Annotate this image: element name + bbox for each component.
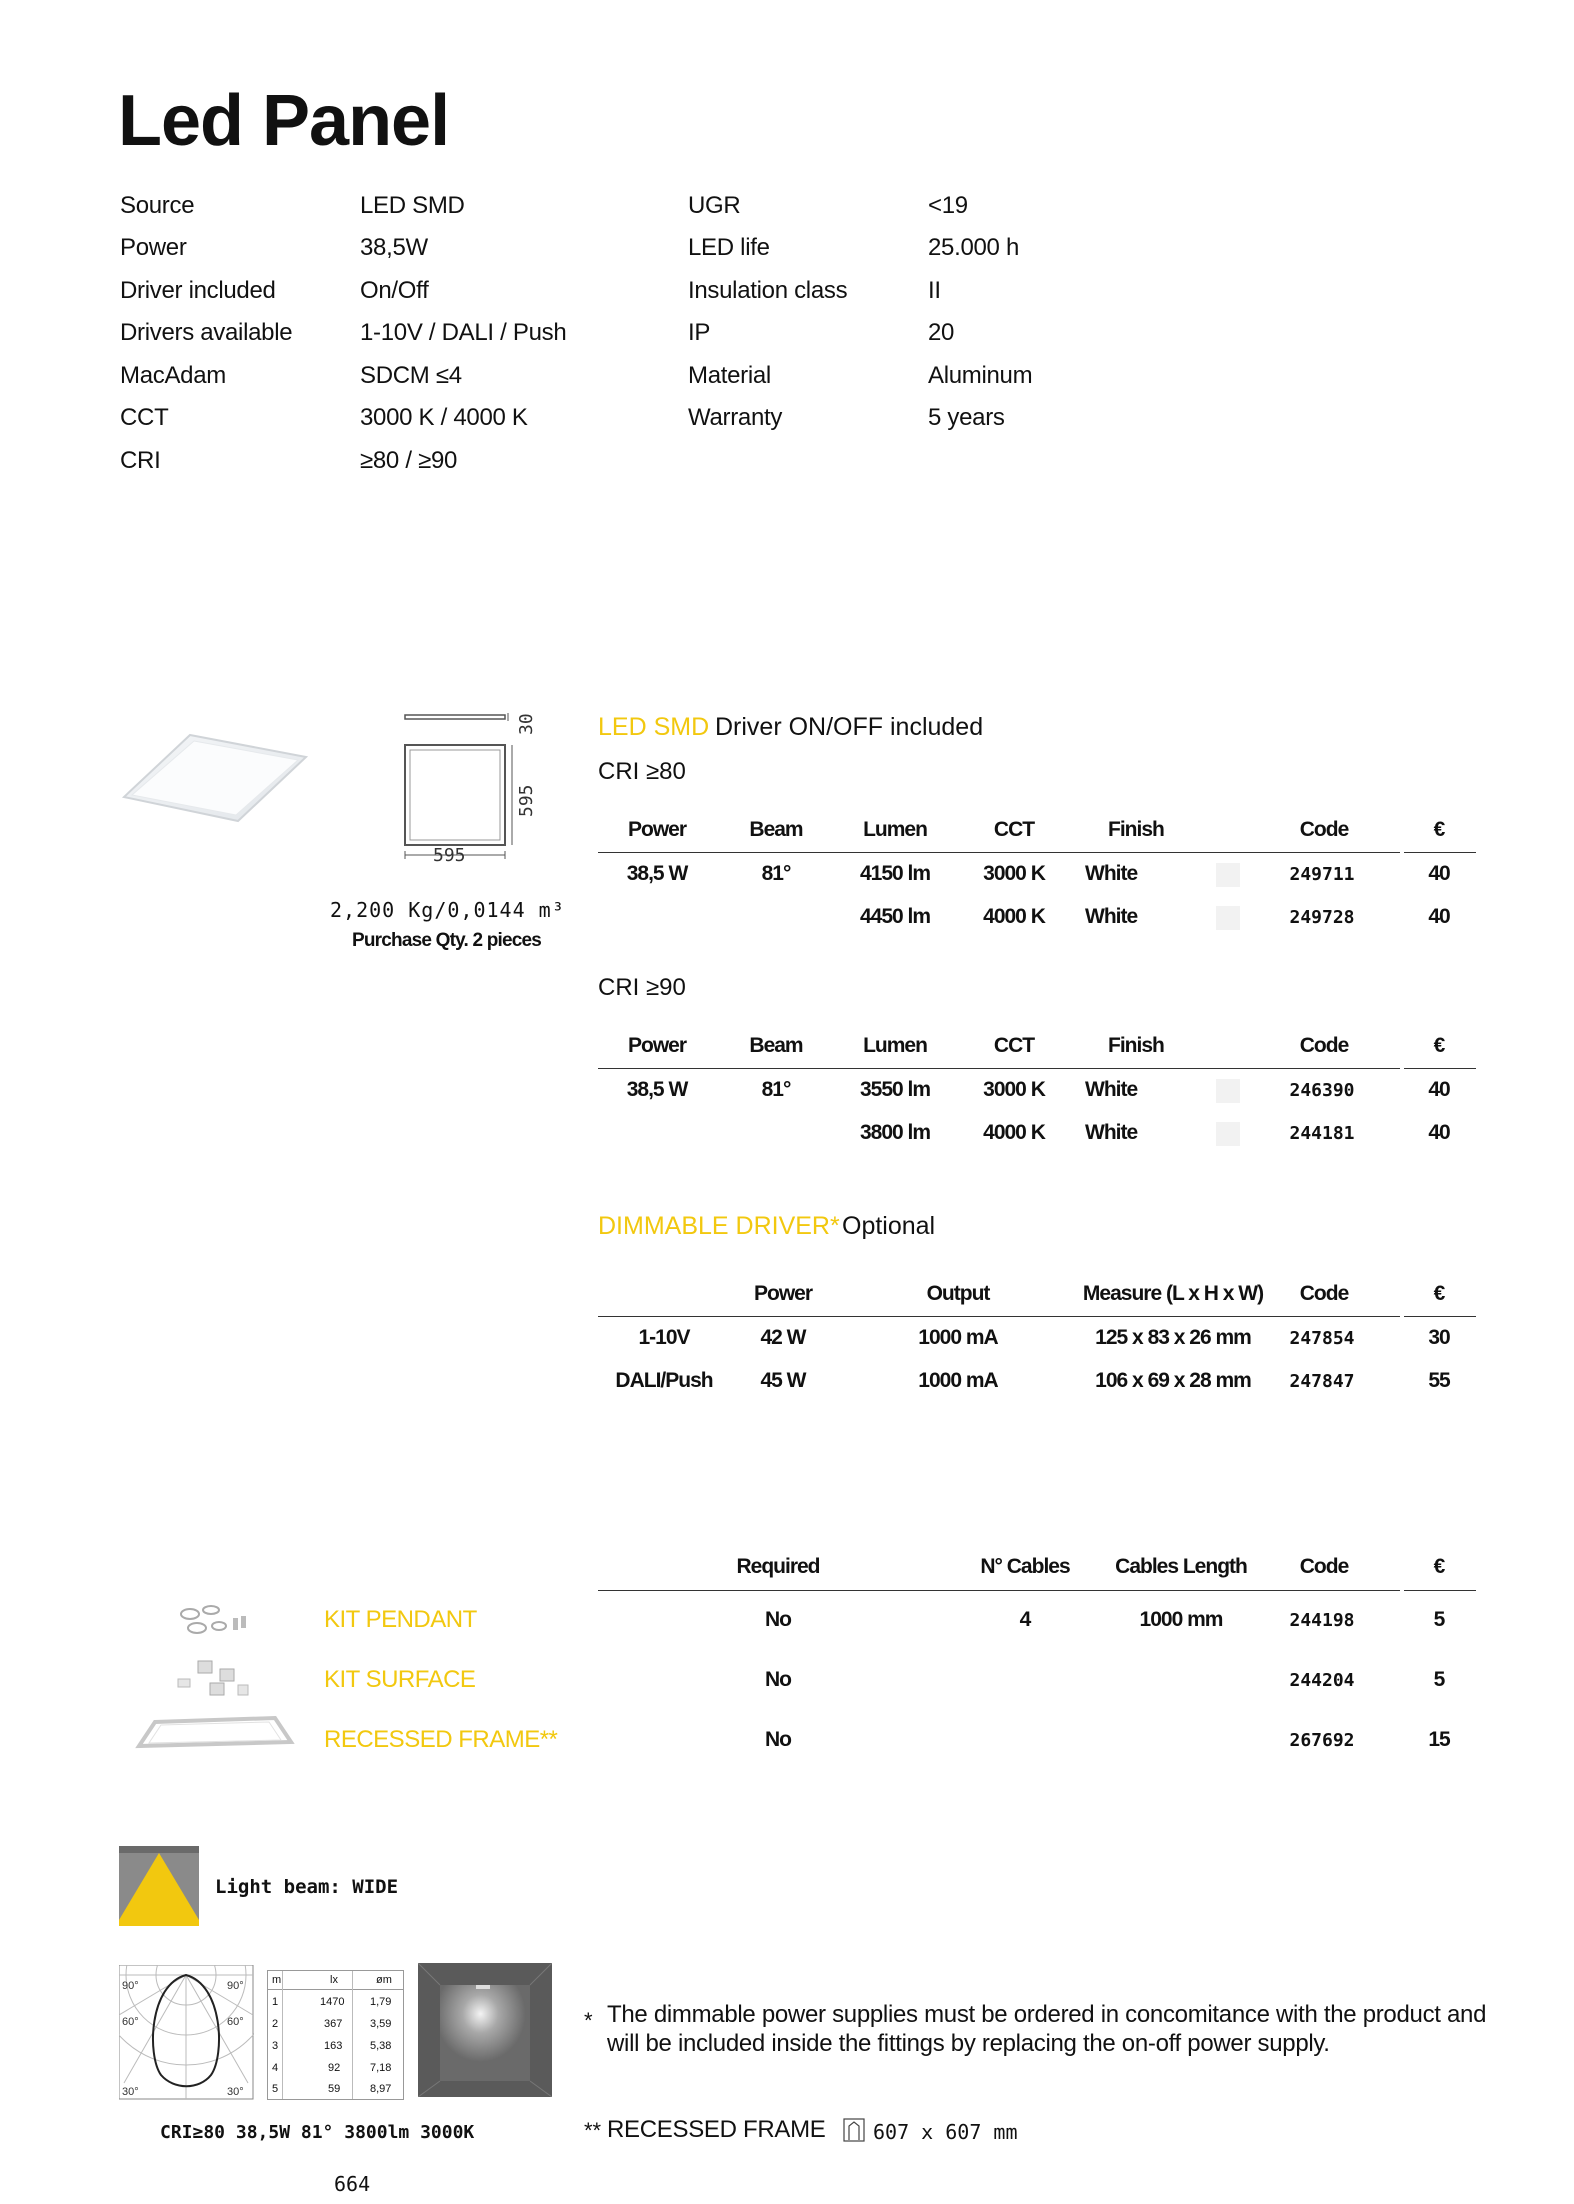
cell-om: 1,79 <box>370 1996 392 2008</box>
angle-label: 30° <box>227 2086 244 2098</box>
cell-required: No <box>765 1608 791 1631</box>
cell-cct: 3000 K <box>983 1078 1045 1101</box>
spec-value: 1-10V / DALI / Push <box>360 319 567 346</box>
spec-label: MacAdam <box>120 362 226 389</box>
cell-om: 8,97 <box>370 2083 392 2095</box>
cell-type: 1-10V <box>638 1326 690 1349</box>
col-required: Required <box>736 1555 820 1578</box>
cell-m: 5 <box>272 2083 279 2095</box>
angle-label: 60° <box>227 2016 244 2028</box>
angle-label: 90° <box>227 1980 244 1992</box>
col-measure: Measure (L x H x W) <box>1082 1282 1264 1305</box>
cell-om: 5,38 <box>370 2040 392 2052</box>
finish-swatch <box>1216 1079 1240 1103</box>
cell-finish: White <box>1085 905 1138 928</box>
cell-code: 249711 <box>1289 864 1355 885</box>
led-panel-image <box>120 725 310 825</box>
note-star: * <box>584 2008 593 2033</box>
room-render-image <box>418 1963 552 2097</box>
spec-label: LED life <box>688 234 770 261</box>
spec-value: 38,5W <box>360 234 428 261</box>
col-beam: Beam <box>749 1034 803 1057</box>
finish-swatch <box>1216 1122 1240 1146</box>
recessed-frame-image <box>135 1712 295 1760</box>
col-beam: Beam <box>749 818 803 841</box>
cell-om: 3,59 <box>370 2018 392 2030</box>
col-code: Code <box>1299 1282 1349 1305</box>
angle-label: 60° <box>122 2016 139 2028</box>
cell-lumen: 4450 lm <box>859 905 931 928</box>
col-code: Code <box>1299 1034 1349 1057</box>
cell-lx: 59 <box>328 2083 341 2095</box>
cri90-heading: CRI ≥90 <box>598 974 686 1001</box>
col-m: m <box>272 1974 282 1986</box>
light-beam-icon <box>119 1846 199 1926</box>
col-lumen: Lumen <box>863 1034 927 1057</box>
col-cct: CCT <box>993 818 1035 841</box>
col-price: € <box>1433 1282 1445 1305</box>
col-code: Code <box>1299 1555 1349 1578</box>
purchase-qty: Purchase Qty. 2 pieces <box>352 930 542 951</box>
polar-diagram <box>119 1965 254 2100</box>
cell-price: 40 <box>1428 905 1450 928</box>
col-output: Output <box>926 1282 990 1305</box>
cell-price: 40 <box>1428 1078 1450 1101</box>
cell-code: 246390 <box>1289 1080 1355 1101</box>
col-cct: CCT <box>993 1034 1035 1057</box>
product-tag: LED SMD <box>598 713 710 741</box>
col-lx: lx <box>330 1974 338 1986</box>
col-lumen: Lumen <box>863 818 927 841</box>
finish-swatch <box>1216 906 1240 930</box>
spec-value: 20 <box>928 319 955 346</box>
cell-price: 55 <box>1428 1369 1450 1392</box>
cell-lumen: 3550 lm <box>859 1078 931 1101</box>
spec-label: CCT <box>120 404 169 431</box>
cell-price: 40 <box>1428 1121 1450 1144</box>
cell-price: 15 <box>1428 1728 1450 1751</box>
frame-note-label: RECESSED FRAME <box>607 2116 826 2143</box>
spec-label: IP <box>688 319 711 346</box>
spec-value: 3000 K / 4000 K <box>360 404 528 431</box>
cell-cct: 4000 K <box>983 1121 1045 1144</box>
frame-note-dims: 607 x 607 mm <box>873 2120 1018 2144</box>
product-subtitle: Driver ON/OFF included <box>715 713 984 741</box>
cell-price: 30 <box>1428 1326 1450 1349</box>
spec-label: CRI <box>120 447 161 474</box>
col-cable-length: Cables Length <box>1115 1555 1247 1578</box>
dim-side-label: 595 <box>516 784 537 817</box>
cell-power: 38,5 W <box>626 1078 688 1101</box>
angle-label: 30° <box>122 2086 139 2098</box>
cri80-heading: CRI ≥80 <box>598 758 686 785</box>
cell-m: 4 <box>272 2062 279 2074</box>
dimension-drawing <box>400 705 550 877</box>
page-number: 664 <box>334 2172 371 2196</box>
cell-code: 244181 <box>1289 1123 1355 1144</box>
col-finish: Finish <box>1108 818 1164 841</box>
cell-power: 42 W <box>760 1326 806 1349</box>
cell-code: 267692 <box>1289 1730 1355 1751</box>
cell-type: DALI/Push <box>615 1369 713 1392</box>
cell-lumen: 3800 lm <box>859 1121 931 1144</box>
cell-m: 1 <box>272 1996 279 2008</box>
spec-label: Warranty <box>688 404 783 431</box>
cell-finish: White <box>1085 1078 1138 1101</box>
spec-value: On/Off <box>360 277 429 304</box>
spec-value: II <box>928 277 941 304</box>
cell-om: 7,18 <box>370 2062 392 2074</box>
cell-measure: 125 x 83 x 26 mm <box>1095 1326 1251 1349</box>
spec-label: UGR <box>688 192 741 219</box>
cell-code: 247847 <box>1289 1371 1355 1392</box>
spec-value: LED SMD <box>360 192 465 219</box>
cell-cables: 4 <box>1019 1608 1031 1631</box>
spec-label: Driver included <box>120 277 276 304</box>
photometry-caption: CRI≥80 38,5W 81° 3800lm 3000K <box>160 2122 475 2143</box>
col-cables: N° Cables <box>980 1555 1070 1578</box>
cell-measure: 106 x 69 x 28 mm <box>1095 1369 1251 1392</box>
cell-m: 2 <box>272 2018 279 2030</box>
cell-m: 3 <box>272 2040 279 2052</box>
spec-label: Drivers available <box>120 319 293 346</box>
cell-required: No <box>765 1728 791 1751</box>
col-code: Code <box>1299 818 1349 841</box>
cell-price: 5 <box>1433 1668 1445 1691</box>
cell-cable-length: 1000 mm <box>1139 1608 1223 1631</box>
dimmable-subtitle: Optional <box>842 1212 936 1240</box>
dimmable-note: The dimmable power supplies must be ordered in concomitance with the product and will be included inside the fittings by replacing the on-off power supply. <box>607 2001 1487 2057</box>
cell-power: 38,5 W <box>626 862 688 885</box>
dim-height-label: 30 <box>516 713 537 735</box>
col-om: øm <box>376 1974 392 1986</box>
cell-code: 244198 <box>1289 1610 1355 1631</box>
weight-volume: 2,200 Kg/0,0144 m³ <box>330 898 565 922</box>
spec-value: ≥80 / ≥90 <box>360 447 458 474</box>
cell-code: 249728 <box>1289 907 1355 928</box>
spec-label: Material <box>688 362 771 389</box>
spec-value: 5 years <box>928 404 1005 431</box>
finish-swatch <box>1216 863 1240 887</box>
cell-lx: 1470 <box>320 1996 345 2008</box>
kit-surface-image <box>170 1655 260 1703</box>
photometric-table <box>267 1970 404 2100</box>
cell-price: 40 <box>1428 862 1450 885</box>
spec-value: 25.000 h <box>928 234 1020 261</box>
col-power: Power <box>627 818 687 841</box>
col-price: € <box>1433 818 1445 841</box>
spec-value: Aluminum <box>928 362 1033 389</box>
cell-output: 1000 mA <box>918 1326 998 1349</box>
col-finish: Finish <box>1108 1034 1164 1057</box>
cell-finish: White <box>1085 1121 1138 1144</box>
angle-label: 90° <box>122 1980 139 1992</box>
cell-beam: 81° <box>761 1078 791 1101</box>
col-power: Power <box>753 1282 813 1305</box>
cell-required: No <box>765 1668 791 1691</box>
light-beam-label: Light beam: WIDE <box>215 1876 399 1898</box>
cell-lumen: 4150 lm <box>859 862 931 885</box>
cell-output: 1000 mA <box>918 1369 998 1392</box>
cell-code: 247854 <box>1289 1328 1355 1349</box>
page-title: Led Panel <box>118 81 450 161</box>
cell-beam: 81° <box>761 862 791 885</box>
col-price: € <box>1433 1034 1445 1057</box>
dimmable-tag: DIMMABLE DRIVER* <box>598 1212 840 1240</box>
recessed-cutout-icon <box>843 2118 865 2142</box>
cell-name: KIT PENDANT <box>324 1606 477 1633</box>
cell-name: RECESSED FRAME** <box>324 1726 558 1753</box>
cell-code: 244204 <box>1289 1670 1355 1691</box>
cell-lx: 92 <box>328 2062 341 2074</box>
note-double-star: ** <box>584 2118 602 2143</box>
spec-label: Power <box>120 234 187 261</box>
col-price: € <box>1433 1555 1445 1578</box>
spec-label: Source <box>120 192 195 219</box>
cell-lx: 163 <box>324 2040 343 2052</box>
cell-finish: White <box>1085 862 1138 885</box>
cell-cct: 4000 K <box>983 905 1045 928</box>
cell-power: 45 W <box>760 1369 806 1392</box>
spec-label: Insulation class <box>688 277 848 304</box>
cell-name: KIT SURFACE <box>324 1666 476 1693</box>
dim-bottom-label: 595 <box>433 845 466 866</box>
cell-price: 5 <box>1433 1608 1445 1631</box>
kit-pendant-image <box>175 1600 255 1640</box>
cell-cct: 3000 K <box>983 862 1045 885</box>
cell-lx: 367 <box>324 2018 343 2030</box>
col-power: Power <box>627 1034 687 1057</box>
spec-value: SDCM ≤4 <box>360 362 462 389</box>
spec-value: <19 <box>928 192 968 219</box>
